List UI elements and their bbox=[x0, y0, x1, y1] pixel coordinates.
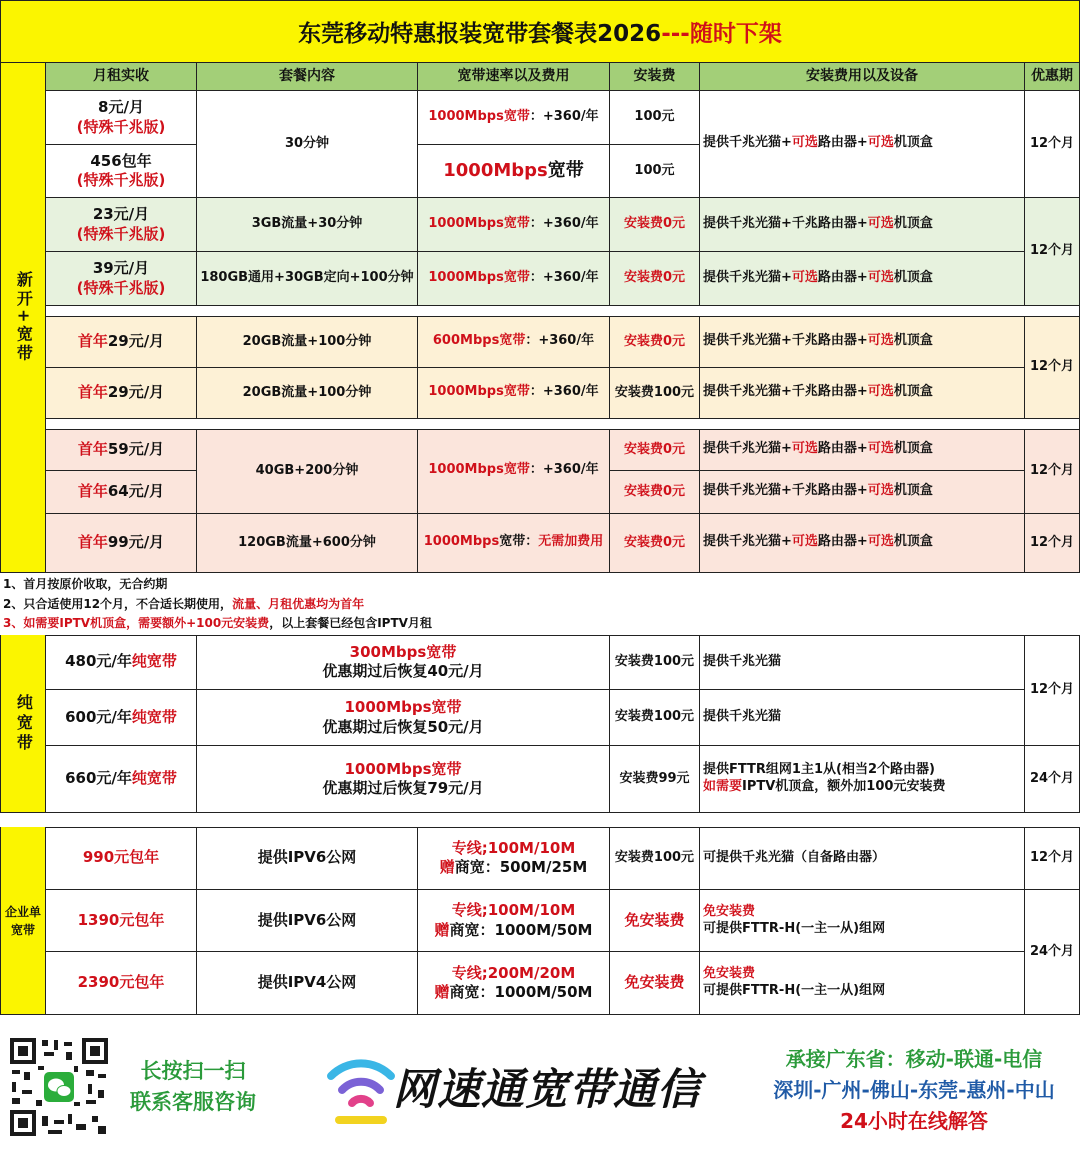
s1-g4-period bbox=[1025, 430, 1080, 514]
header-content bbox=[197, 63, 418, 91]
s1-r1-price-text: 8元/月 bbox=[98, 98, 144, 116]
s2-r3-tag: 纯宽带 bbox=[131, 769, 177, 787]
s1-r9-equip-b: 可选 bbox=[791, 534, 818, 549]
s2-r2-restore: 优惠期过后恢复50元/月 bbox=[322, 717, 484, 736]
header-rent-text: 月租实收 bbox=[93, 68, 149, 85]
s3-r1-install bbox=[610, 827, 700, 890]
s2-r1-speed-text: 300Mbps宽带 bbox=[349, 642, 457, 661]
s1-r4-equip-b: 可选 bbox=[791, 270, 818, 285]
s1-r4-content bbox=[197, 252, 418, 306]
s3-r2-gift-b: 商宽：1000M/50M bbox=[449, 920, 593, 939]
s2-r2-install-text: 安装费100元 bbox=[614, 709, 695, 725]
s3-r1-line bbox=[418, 827, 610, 890]
s1-r3-install bbox=[610, 198, 700, 252]
s1-g4-speed-rest: ：+360/年 bbox=[529, 462, 599, 477]
header-equipment bbox=[700, 63, 1025, 91]
page-title: 东莞移动特惠报装宽带套餐表2026 bbox=[298, 21, 662, 47]
s3-r1-equip-text: 可提供千兆光猫（自备路由器） bbox=[703, 849, 886, 865]
s1-r4-price-text: 39元/月 bbox=[92, 259, 150, 277]
s1-r4-equipment bbox=[700, 252, 1025, 306]
s1-r7-equip-d: 可选 bbox=[867, 441, 894, 456]
s1-g1-equip-a: 提供千兆光猫+ bbox=[703, 135, 792, 150]
s1-r2-note: (特殊千兆版) bbox=[76, 171, 166, 189]
wifi-icon bbox=[325, 1050, 397, 1126]
s3-r3-content bbox=[197, 952, 418, 1015]
s2-r3-period bbox=[1025, 746, 1080, 813]
s1-r4-content-text: 180GB通用+30GB定向+100分钟 bbox=[200, 270, 414, 286]
s1-r3-speed bbox=[418, 198, 610, 252]
header-content-text: 套餐内容 bbox=[279, 68, 335, 85]
s1-r6-install bbox=[610, 368, 700, 419]
s1-r8-install-text: 安装费0元 bbox=[623, 483, 686, 499]
s3-r3-equip1: 免安装费 bbox=[703, 966, 756, 982]
s1-r2-price-text: 456包年 bbox=[90, 151, 152, 170]
s1-r7-equip-a: 提供千兆光猫+ bbox=[703, 441, 792, 456]
s3-r3-equip2: 可提供FTTR-H(一主一从)组网 bbox=[703, 983, 886, 998]
s1-r7-price bbox=[46, 430, 197, 471]
note-2 bbox=[3, 595, 1073, 615]
s1-r3-equipment bbox=[700, 198, 1025, 252]
s1-r3-speed-red: 1000Mbps宽带 bbox=[428, 216, 530, 231]
s2-r3-install bbox=[610, 746, 700, 813]
s2-r2-price bbox=[46, 690, 197, 746]
s1-r9-pre: 首年 bbox=[77, 533, 108, 551]
s2-r1-install bbox=[610, 635, 700, 690]
s1-r8-price bbox=[46, 471, 197, 514]
s1-r1-price bbox=[46, 91, 197, 145]
s2-r3-equip2a: 如需要 bbox=[703, 779, 743, 794]
s2-r3-equip2 bbox=[703, 779, 945, 796]
s1-r5-speed-red: 600Mbps宽带 bbox=[432, 333, 526, 348]
s1-r6-install-text: 安装费100元 bbox=[614, 384, 695, 400]
s2-r3-price-text: 660元/年 bbox=[65, 769, 132, 787]
s1-r6-equip-c: 机顶盒 bbox=[893, 384, 933, 399]
s1-r6-pre: 首年 bbox=[77, 383, 108, 401]
note-2a: 2、只合适使用12个月，不合适长期使用， bbox=[3, 596, 233, 611]
s1-r6-content-text: 20GB流量+100分钟 bbox=[242, 384, 372, 400]
s3-r2-install bbox=[610, 890, 700, 952]
s2-r1-price-text: 480元/年 bbox=[65, 652, 132, 670]
s2-r2-equip-text: 提供千兆光猫 bbox=[703, 709, 782, 725]
s2-r1-equipment bbox=[700, 635, 1025, 690]
s3-r1-install-text: 安装费100元 bbox=[614, 849, 695, 865]
s3-g-period bbox=[1025, 890, 1080, 1015]
s1-r9-equip-a: 提供千兆光猫+ bbox=[703, 534, 792, 549]
s1-r9-equipment bbox=[700, 514, 1025, 573]
s1-r9-price bbox=[46, 514, 197, 573]
s1-r8-equip-c: 机顶盒 bbox=[893, 483, 933, 498]
s1-g1-equip-d: 可选 bbox=[867, 135, 894, 150]
s2-r2-tag: 纯宽带 bbox=[131, 708, 177, 726]
contact-line-2: 深圳-广州-佛山-东莞-惠州-中山 bbox=[773, 1078, 1055, 1102]
s1-r8-install bbox=[610, 471, 700, 514]
s1-r6-equip-a: 提供千兆光猫+千兆路由器+ bbox=[703, 384, 868, 399]
s1-g1-equip-b: 可选 bbox=[791, 135, 818, 150]
s1-r3-install-text: 安装费0元 bbox=[623, 216, 686, 232]
s1-r4-install-text: 安装费0元 bbox=[623, 270, 686, 286]
s1-g1-period-text: 12个月 bbox=[1029, 135, 1075, 151]
s1-r2-install-text: 100元 bbox=[634, 162, 675, 178]
s1-r2-speed-rest: 宽带 bbox=[547, 160, 584, 181]
s2-r2-equipment bbox=[700, 690, 1025, 746]
s1-r6-price bbox=[46, 368, 197, 419]
s1-r4-equip-e: 机顶盒 bbox=[893, 270, 933, 285]
s2-r3-equip2b: IPTV机顶盒，额外加100元安装费 bbox=[742, 779, 946, 794]
s3-g-period-text: 24个月 bbox=[1029, 943, 1075, 959]
s1-g1-equip-e: 机顶盒 bbox=[893, 135, 933, 150]
s1-r6-equip-b: 可选 bbox=[867, 384, 894, 399]
s1-r3-equip-a: 提供千兆光猫+千兆路由器+ bbox=[703, 216, 868, 231]
s1-g4-speed bbox=[418, 430, 610, 514]
s3-r3-line bbox=[418, 952, 610, 1015]
brand-name: 网速通宽带通信 bbox=[393, 1065, 701, 1115]
note-2b: 流量、月租优惠均为首年 bbox=[232, 596, 365, 611]
s1-r5-install bbox=[610, 317, 700, 368]
contact-line-3: 24小时在线解答 bbox=[840, 1109, 988, 1133]
s1-r7-equip-b: 可选 bbox=[791, 441, 818, 456]
s1-r5-speed-rest: ：+360/年 bbox=[525, 333, 595, 348]
s2-r3-period-text: 24个月 bbox=[1029, 770, 1075, 786]
section-label-biz bbox=[0, 827, 46, 1015]
s1-r9-period-text: 12个月 bbox=[1029, 534, 1075, 550]
s1-r8-pre: 首年 bbox=[77, 482, 108, 500]
s1-r9-content bbox=[197, 514, 418, 573]
s3-r1-gift bbox=[440, 858, 588, 878]
contact-lines bbox=[748, 1044, 1080, 1137]
s2-r1-install-text: 安装费100元 bbox=[614, 653, 695, 669]
s1-r6-equipment bbox=[700, 368, 1025, 419]
s3-r2-line-text: 专线;100M/10M bbox=[451, 901, 576, 919]
s1-spacer-1 bbox=[46, 306, 1080, 317]
s3-r1-period-text: 12个月 bbox=[1029, 849, 1075, 865]
s1-r3-equip-b: 可选 bbox=[867, 216, 894, 231]
s3-r2-price bbox=[46, 890, 197, 952]
s3-r1-content-text: 提供IPV6公网 bbox=[257, 848, 357, 867]
s3-r3-price-text: 2390元包年 bbox=[77, 973, 165, 992]
s1-r3-equip-c: 机顶盒 bbox=[893, 216, 933, 231]
s1-r5-equip-a: 提供千兆光猫+千兆路由器+ bbox=[703, 333, 868, 348]
s1-r3-speed-rest: ：+360/年 bbox=[529, 216, 599, 231]
s1-r5-equip-b: 可选 bbox=[867, 333, 894, 348]
s3-r2-content bbox=[197, 890, 418, 952]
s1-r9-speed-a: 1000Mbps bbox=[423, 534, 500, 549]
s1-g1-content-text: 30分钟 bbox=[284, 135, 330, 151]
s1-r8-equip-b: 可选 bbox=[867, 483, 894, 498]
s1-r7-install bbox=[610, 430, 700, 471]
s1-r7-equip-e: 机顶盒 bbox=[893, 441, 933, 456]
s2-r3-equip1: 提供FTTR组网1主1从(相当2个路由器) bbox=[703, 762, 935, 778]
s1-r9-install bbox=[610, 514, 700, 573]
s1-r5-pre: 首年 bbox=[77, 332, 108, 350]
s1-r4-equip-d: 可选 bbox=[867, 270, 894, 285]
s1-r6-speed-rest: ：+360/年 bbox=[529, 384, 599, 399]
header-period bbox=[1025, 63, 1080, 91]
s3-r3-price bbox=[46, 952, 197, 1015]
s2-r2-install bbox=[610, 690, 700, 746]
s1-r3-content bbox=[197, 198, 418, 252]
s3-r3-gift-a: 赠 bbox=[434, 983, 450, 1001]
note-1: 1、首月按原价收取，无合约期 bbox=[3, 577, 168, 591]
scan-line-2: 联系客服咨询 bbox=[130, 1090, 256, 1114]
s1-r5-install-text: 安装费0元 bbox=[623, 333, 686, 349]
s1-r7-price-text: 59元/月 bbox=[107, 440, 165, 458]
s1-r9-speed bbox=[418, 514, 610, 573]
title-bar bbox=[0, 0, 1080, 63]
s2-r3-speed-text: 1000Mbps宽带 bbox=[344, 759, 462, 778]
s1-r5-content bbox=[197, 317, 418, 368]
s3-r2-equip1: 免安装费 bbox=[703, 903, 756, 919]
s1-r1-install-text: 100元 bbox=[634, 109, 675, 125]
s1-g1-equipment bbox=[700, 91, 1025, 198]
note-3b: ，以上套餐已经包含IPTV月租 bbox=[269, 616, 432, 630]
s3-r3-gift bbox=[435, 983, 593, 1003]
note-3a: 3、如需要IPTV机顶盒，需要额外+100元安装费 bbox=[3, 616, 270, 630]
s3-r2-gift bbox=[435, 921, 593, 941]
s1-r9-speed-c: 无需加费用 bbox=[538, 534, 604, 549]
s3-r2-gift-a: 赠 bbox=[434, 920, 450, 939]
s2-r3-price bbox=[46, 746, 197, 813]
s1-r2-install bbox=[610, 145, 700, 198]
s1-r9-period bbox=[1025, 514, 1080, 573]
s1-r6-speed-red: 1000Mbps宽带 bbox=[428, 384, 530, 399]
section-label-biz-text: 企业单宽带 bbox=[4, 904, 41, 937]
s1-r1-speed-red: 1000Mbps宽带 bbox=[428, 109, 530, 124]
s3-r2-equipment bbox=[700, 890, 1025, 952]
s1-r4-equip-a: 提供千兆光猫+ bbox=[703, 270, 792, 285]
s1-r5-price bbox=[46, 317, 197, 368]
section-label-new-text: 新开+宽带 bbox=[14, 271, 34, 364]
s2-r2-price-text: 600元/年 bbox=[65, 708, 132, 726]
s1-r6-price-text: 29元/月 bbox=[107, 383, 165, 401]
s1-r4-speed-red: 1000Mbps宽带 bbox=[428, 270, 530, 285]
s2-r2-speed-text: 1000Mbps宽带 bbox=[344, 698, 462, 716]
s1-r8-equipment bbox=[700, 471, 1025, 514]
s2-r1-tag: 纯宽带 bbox=[131, 652, 177, 670]
s1-r8-equip-a: 提供千兆光猫+千兆路由器+ bbox=[703, 483, 868, 498]
s1-g4-period-text: 12个月 bbox=[1029, 463, 1075, 479]
s1-g1-equip-c: 路由器+ bbox=[817, 135, 868, 150]
s3-r1-equipment bbox=[700, 827, 1025, 890]
s2-r1-restore: 优惠期过后恢复40元/月 bbox=[322, 662, 484, 680]
s2-g1-period-text: 12个月 bbox=[1029, 681, 1075, 697]
s3-r3-gift-b: 商宽：1000M/50M bbox=[449, 983, 593, 1001]
s1-r9-equip-c: 路由器+ bbox=[817, 534, 868, 549]
s1-g1-content bbox=[197, 91, 418, 198]
s1-r4-price bbox=[46, 252, 197, 306]
s3-r3-install-text: 免安装费 bbox=[624, 973, 685, 992]
s1-r1-install bbox=[610, 91, 700, 145]
s1-r3-note: (特殊千兆版) bbox=[76, 224, 166, 243]
header-install bbox=[610, 63, 700, 91]
s2-r3-install-text: 安装费99元 bbox=[619, 770, 690, 786]
footer bbox=[0, 1018, 1080, 1159]
s3-r2-price-text: 1390元包年 bbox=[77, 910, 165, 929]
s2-r3-equipment bbox=[700, 746, 1025, 813]
s1-r5-speed bbox=[418, 317, 610, 368]
s1-g4-speed-red: 1000Mbps宽带 bbox=[428, 462, 530, 477]
section-label-pure bbox=[0, 635, 46, 813]
s3-r3-install bbox=[610, 952, 700, 1015]
s1-r5-equip-c: 机顶盒 bbox=[893, 333, 933, 348]
s1-r3-content-text: 3GB流量+30分钟 bbox=[251, 216, 363, 232]
s2-g1-period bbox=[1025, 635, 1080, 746]
header-speed bbox=[418, 63, 610, 91]
s1-r4-speed-rest: ：+360/年 bbox=[529, 270, 599, 285]
s1-r5-content-text: 20GB流量+100分钟 bbox=[242, 333, 372, 349]
s1-spacer-2 bbox=[46, 419, 1080, 430]
s1-r9-speed-b: 宽带： bbox=[499, 534, 539, 549]
s1-g2-period-text: 12个月 bbox=[1029, 243, 1075, 259]
s3-r1-content bbox=[197, 827, 418, 890]
s1-r7-equipment bbox=[700, 430, 1025, 471]
s1-g3-period bbox=[1025, 317, 1080, 419]
s1-r1-speed bbox=[418, 91, 610, 145]
s3-r1-gift-a: 赠 bbox=[439, 858, 455, 876]
notes-block bbox=[3, 575, 1073, 634]
s1-r7-install-text: 安装费0元 bbox=[623, 441, 686, 457]
section-label-new bbox=[0, 63, 46, 573]
s1-r1-note: (特殊千兆版) bbox=[76, 117, 166, 136]
s1-g3-period-text: 12个月 bbox=[1029, 359, 1075, 375]
section-label-pure-text: 纯宽带 bbox=[14, 693, 34, 754]
s1-g4-content bbox=[197, 430, 418, 514]
s2-r3-restore: 优惠期过后恢复79元/月 bbox=[322, 779, 484, 797]
s2-r1-speed bbox=[197, 635, 610, 690]
note-3 bbox=[3, 614, 1073, 634]
header-speed-text: 宽带速率以及费用 bbox=[457, 68, 570, 85]
s1-r7-equip-c: 路由器+ bbox=[817, 441, 868, 456]
s1-r3-price bbox=[46, 198, 197, 252]
s3-r1-gift-b: 商宽：500M/25M bbox=[454, 858, 588, 876]
page-title-suffix: ---随时下架 bbox=[661, 21, 782, 47]
s3-r3-line-text: 专线;200M/20M bbox=[451, 963, 576, 982]
scan-text bbox=[118, 1056, 268, 1118]
s3-r2-content-text: 提供IPV6公网 bbox=[257, 910, 357, 929]
s1-r6-speed bbox=[418, 368, 610, 419]
s1-r9-equip-d: 可选 bbox=[867, 534, 894, 549]
s1-r4-speed bbox=[418, 252, 610, 306]
s1-r4-equip-c: 路由器+ bbox=[817, 270, 868, 285]
s3-r3-equipment bbox=[700, 952, 1025, 1015]
s1-r7-pre: 首年 bbox=[77, 440, 108, 458]
s3-r1-line-text: 专线;100M/10M bbox=[451, 838, 576, 857]
s1-r2-speed bbox=[418, 145, 610, 198]
header-install-text: 安装费 bbox=[633, 68, 676, 85]
s1-r9-content-text: 120GB流量+600分钟 bbox=[238, 534, 376, 550]
s1-r9-price-text: 99元/月 bbox=[107, 533, 165, 551]
s3-r1-price bbox=[46, 827, 197, 890]
s1-r5-equipment bbox=[700, 317, 1025, 368]
contact-line-1: 承接广东省：移动-联通-电信 bbox=[785, 1047, 1043, 1071]
s3-r1-price-text: 990元包年 bbox=[82, 848, 160, 867]
s1-r2-price bbox=[46, 145, 197, 198]
s1-r8-price-text: 64元/月 bbox=[107, 482, 165, 500]
s2-r1-equip-text: 提供千兆光猫 bbox=[703, 653, 782, 669]
s3-r3-content-text: 提供IPV4公网 bbox=[257, 973, 357, 992]
s3-r2-install-text: 免安装费 bbox=[624, 910, 685, 929]
header-period-text: 优惠期 bbox=[1031, 68, 1073, 85]
s1-r1-speed-rest: ：+360/年 bbox=[529, 109, 599, 124]
header-equipment-text: 安装费用以及设备 bbox=[806, 68, 918, 85]
s2-r2-speed bbox=[197, 690, 610, 746]
s1-r5-price-text: 29元/月 bbox=[107, 332, 165, 350]
qr-code[interactable] bbox=[8, 1036, 110, 1138]
s3-r2-line bbox=[418, 890, 610, 952]
header-rent bbox=[46, 63, 197, 91]
s1-g4-content-text: 40GB+200分钟 bbox=[255, 463, 359, 479]
s1-r2-speed-red: 1000Mbps bbox=[443, 160, 548, 181]
s1-r4-install bbox=[610, 252, 700, 306]
scan-line-1: 长按扫一扫 bbox=[140, 1059, 246, 1083]
s1-g1-period bbox=[1025, 91, 1080, 198]
s3-r2-equip2: 可提供FTTR-H(一主一从)组网 bbox=[703, 920, 886, 936]
s1-r3-price-text: 23元/月 bbox=[92, 205, 150, 223]
s3-r1-period bbox=[1025, 827, 1080, 890]
s1-r4-note: (特殊千兆版) bbox=[76, 278, 166, 297]
s2-r1-price bbox=[46, 635, 197, 690]
s1-r6-content bbox=[197, 368, 418, 419]
s1-r9-install-text: 安装费0元 bbox=[623, 534, 686, 550]
s1-g2-period bbox=[1025, 198, 1080, 306]
s2-r3-speed bbox=[197, 746, 610, 813]
s1-r9-equip-e: 机顶盒 bbox=[893, 534, 933, 549]
